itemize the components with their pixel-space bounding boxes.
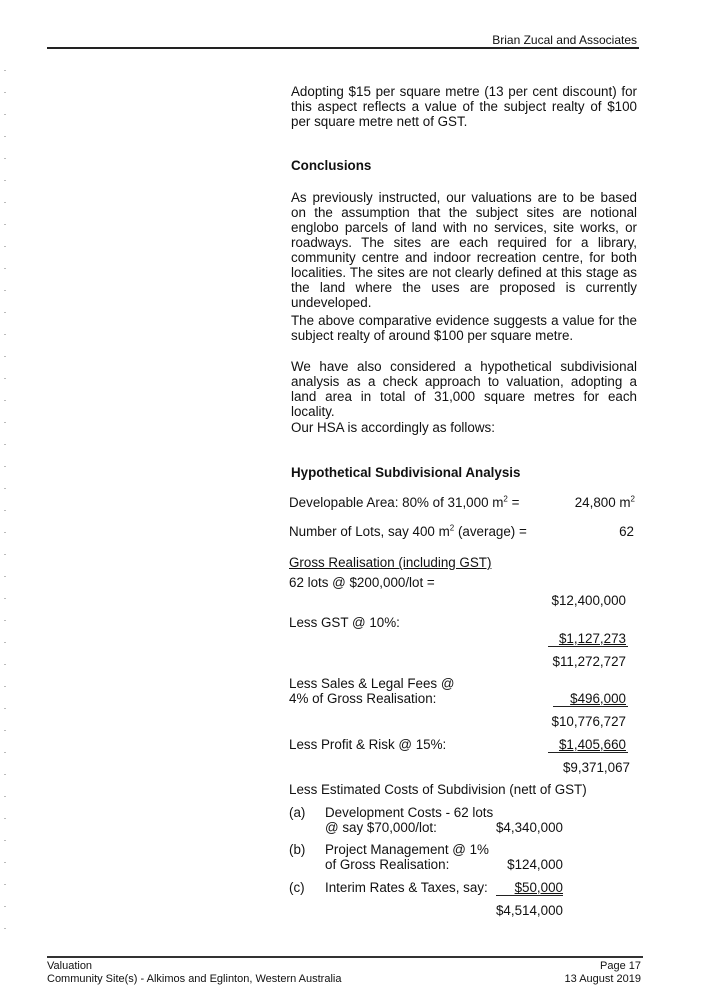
- profit-risk-label: Less Profit & Risk @ 15%:: [289, 737, 447, 752]
- sales-fees-label-line2: 4% of Gross Realisation:: [289, 691, 437, 706]
- footer-rule: [47, 956, 643, 958]
- paragraph-comparative: The above comparative evidence suggests a value for the subject realty of around $100 per square metre.: [291, 313, 637, 343]
- paragraph-hsa-intro: Our HSA is accordingly as follows:: [291, 420, 495, 435]
- item-a-line1: Development Costs - 62 lots: [325, 805, 494, 820]
- item-b-value: $124,000: [507, 857, 563, 872]
- subtotal-after-gst: $11,272,727: [552, 654, 626, 669]
- item-c-value: $50,000: [514, 880, 563, 895]
- paragraph-hypothetical: We have also considered a hypothetical subdivisional analysis as a check approach to valuation, adopting a land area in total of 31,000 square metres for each locality.: [291, 359, 637, 419]
- item-b-tag: (b): [289, 842, 306, 857]
- footer-page-number: Page 17: [600, 960, 641, 972]
- number-of-lots-label: Number of Lots, say 400 $m^2$ (average) =: [289, 523, 527, 539]
- footer-date: 13 August 2019: [564, 973, 641, 985]
- costs-heading: Less Estimated Costs of Subdivision (nett of GST): [289, 782, 587, 797]
- profit-risk-value: $1,405,660: [558, 737, 626, 752]
- gross-realisation-line: 62 lots @ $200,000/lot =: [289, 575, 435, 590]
- header-company-name: Brian Zucal and Associates: [492, 33, 637, 47]
- margin-binding-marks: [4, 70, 6, 950]
- hsa-title: Hypothetical Subdivisional Analysis: [291, 465, 521, 480]
- rule-sales-fees: [553, 706, 628, 707]
- footer-document-type: Valuation: [47, 960, 93, 972]
- rule-interim-rates: [496, 895, 563, 896]
- paragraph-instructed: As previously instructed, our valuations are to be based on the assumption that the subject sites are notional englobo parcels of land with no services, site works, or roadways. The sites are each required for a library, community centre and indoor recreation centre, for both localities. The sites are not clearly defined at this stage as the land where the uses are proposed is currently undeveloped.: [291, 190, 637, 310]
- item-c-line1: Interim Rates & Taxes, say:: [325, 880, 488, 895]
- item-a-value: $4,340,000: [495, 820, 563, 835]
- paragraph-adopting: Adopting $15 per square metre (13 per cent discount) for this aspect reflects a value of the subject realty of $100 per square metre nett of GST.: [291, 84, 637, 129]
- subtotal-after-fees: $10,776,727: [551, 714, 626, 729]
- item-a-line2: @ say $70,000/lot:: [325, 820, 437, 835]
- developable-area-label: Developable Area: 80% of 31,000 $m^2$ =: [289, 494, 520, 510]
- gst-value: $1,127,273: [558, 631, 626, 646]
- item-c-tag: (c): [289, 880, 305, 895]
- header-rule: [47, 47, 639, 49]
- gst-label: Less GST @ 10%:: [289, 615, 400, 630]
- footer-right: [565, 960, 641, 986]
- rule-profit-risk: [548, 752, 628, 753]
- subtotal-after-profit: $9,371,067: [562, 760, 630, 775]
- number-of-lots-value: 62: [619, 524, 634, 539]
- conclusions-heading: Conclusions: [291, 158, 372, 173]
- sales-fees-value: $496,000: [570, 691, 626, 706]
- costs-total: $4,514,000: [495, 903, 563, 918]
- gross-realisation-heading: Gross Realisation (including GST): [289, 555, 492, 570]
- sales-fees-label-line1: Less Sales & Legal Fees @: [289, 676, 455, 691]
- rule-gst: [548, 646, 628, 647]
- superscript-2: 2: [630, 494, 635, 504]
- item-b-line2: of Gross Realisation:: [325, 857, 450, 872]
- footer-left: [47, 960, 341, 986]
- footer-document-title: Community Site(s) - Alkimos and Eglinton, Western Australia: [47, 973, 342, 985]
- item-a-tag: (a): [289, 805, 306, 820]
- gross-realisation-value: $12,400,000: [551, 593, 626, 608]
- item-b-line1: Project Management @ 1%: [325, 842, 489, 857]
- developable-area-value: 24,800 $m^2$: [574, 494, 635, 510]
